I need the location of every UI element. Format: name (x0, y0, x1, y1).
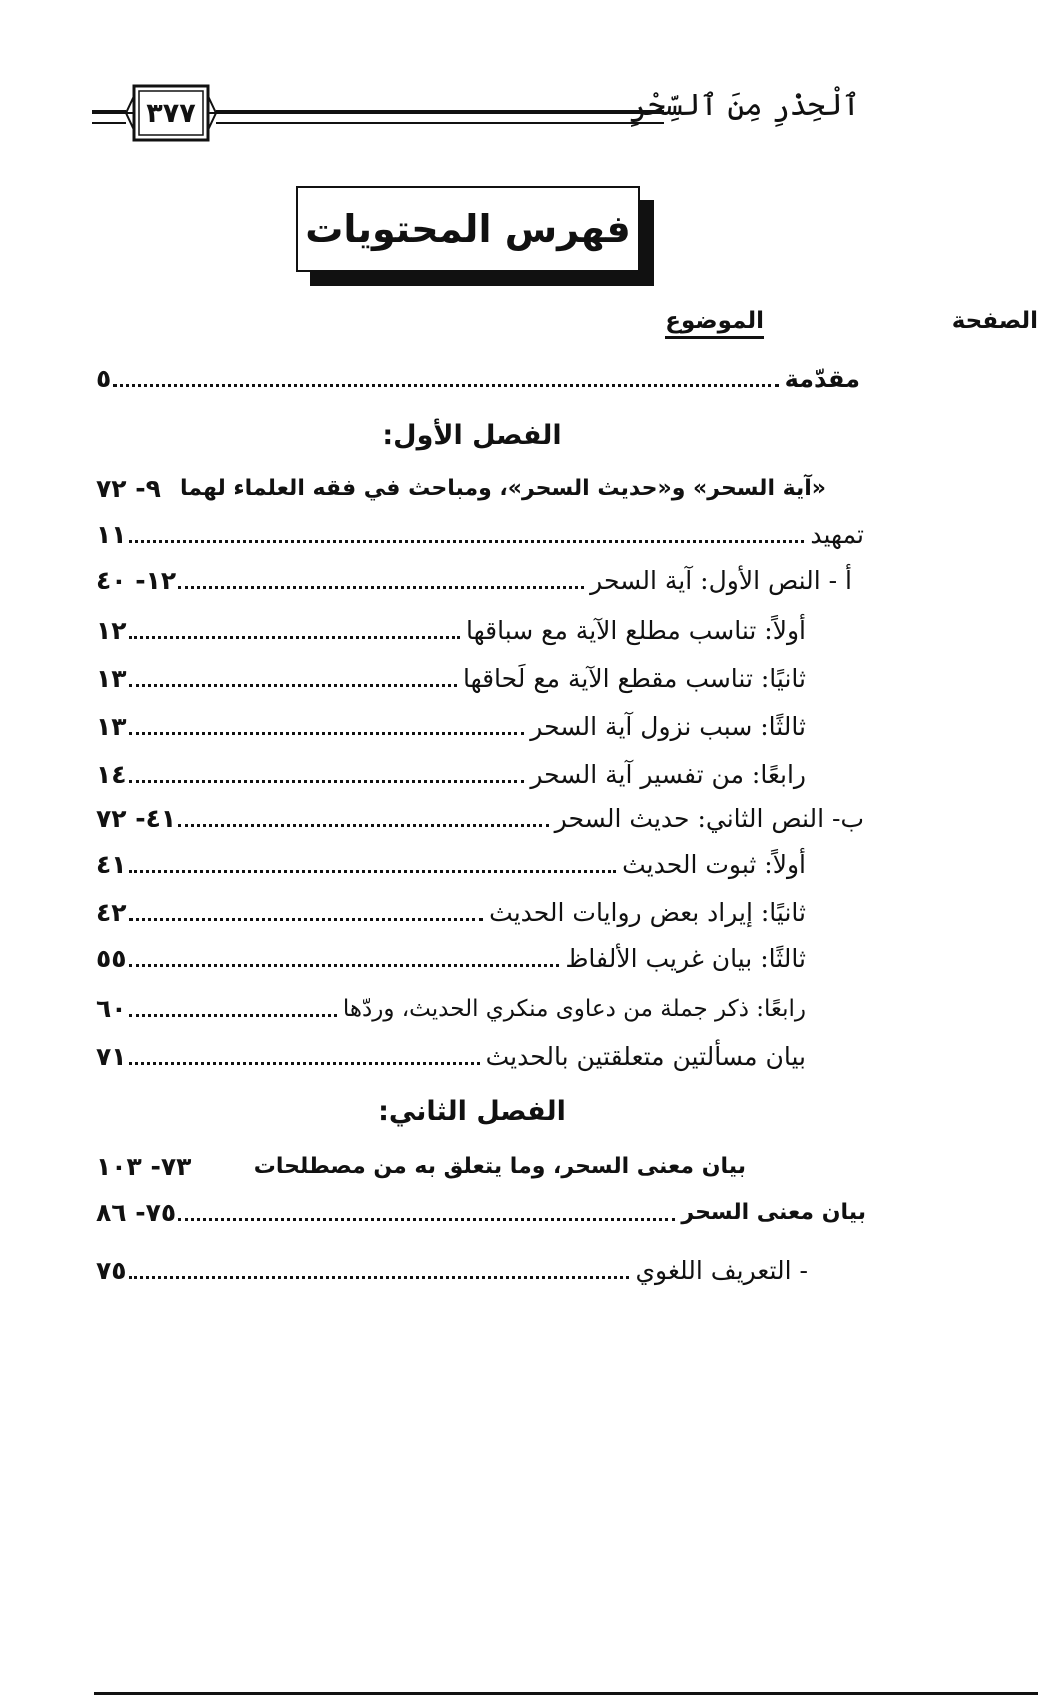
toc-row-n2-e[interactable] (96, 1034, 806, 1074)
toc-row-n2-c[interactable] (96, 936, 806, 976)
toc-label: ب- النص الثاني: حديث السحر (554, 804, 864, 833)
column-head-topic: الموضوع (665, 308, 764, 339)
leader-dots (113, 384, 778, 387)
toc-row-ch1-subtitle[interactable] (96, 466, 826, 506)
toc-page: ١٢ (96, 616, 127, 645)
chapter-1-heading: الفصل الأول: (382, 420, 562, 451)
toc-label: بيان معنى السحر (681, 1200, 866, 1225)
toc-row-ch2-subtitle[interactable] (96, 1144, 746, 1184)
leader-dots (178, 1218, 675, 1221)
toc-page: ١١ (96, 520, 127, 549)
toc-label: ثانيًا: إيراد بعض روايات الحديث (489, 898, 806, 927)
toc-row-nass1[interactable] (96, 558, 852, 598)
toc-label: بيان معنى السحر، وما يتعلق به من مصطلحات (253, 1154, 746, 1179)
toc-page: ٤١ (96, 850, 127, 879)
page-number-badge (124, 84, 218, 142)
leader-dots (129, 732, 525, 735)
leader-dots (129, 964, 560, 967)
toc-page: ٦٠ (96, 994, 127, 1023)
leader-dots (178, 586, 584, 589)
toc-label: مقدّمة (784, 365, 860, 393)
leader-dots (129, 684, 457, 687)
chapter-2-heading: الفصل الثاني: (378, 1096, 566, 1127)
toc-row-n1-d[interactable] (96, 752, 806, 792)
leader-dots (129, 780, 525, 783)
page-title: فهرس المحتويات (296, 186, 640, 272)
toc-page: ٤٢ (96, 898, 127, 927)
column-head-page: الصفحة (94, 308, 1038, 1695)
toc-row-n1-b[interactable] (96, 656, 806, 696)
page-number: ٣٧٧ (146, 97, 196, 129)
toc-label: أولاً: ثبوت الحديث (622, 850, 806, 879)
toc-row-n2-a[interactable] (96, 842, 806, 882)
leader-dots (129, 636, 460, 639)
toc-label: أولاً: تناسب مطلع الآية مع سباقها (466, 616, 806, 645)
toc-row-n1-a[interactable] (96, 608, 806, 648)
toc-label: ثالثًا: سبب نزول آية السحر (530, 712, 806, 741)
toc-page: ١٤ (96, 760, 127, 789)
leader-dots (129, 1062, 480, 1065)
toc-row-n2-b[interactable] (96, 890, 806, 930)
toc-page: ١٢- ٤٠ (96, 566, 177, 595)
leader-dots (129, 1276, 630, 1279)
running-title: ٱلْحِذْرِ مِنَ ٱلسِّحْرِ (629, 88, 860, 123)
header-rule-right (216, 110, 664, 124)
toc-label: ثانيًا: تناسب مقطع الآية مع لَحاقها (462, 664, 806, 693)
toc-row-lughawi[interactable] (96, 1248, 808, 1288)
toc-page: ٧٥ (96, 1256, 127, 1285)
toc-row-tamheed[interactable] (96, 512, 864, 552)
toc-label: ثالثًا: بيان غريب الألفاظ (565, 944, 806, 973)
leader-dots (129, 540, 805, 543)
leader-dots (129, 918, 484, 921)
toc-row-nass2[interactable] (96, 796, 864, 836)
toc-page: ٧١ (96, 1042, 127, 1071)
toc-label: رابعًا: من تفسير آية السحر (530, 760, 806, 789)
toc-page: ٧٥- ٨٦ (96, 1198, 177, 1227)
toc-page: ٥٥ (96, 944, 127, 973)
toc-page: ٥ (96, 364, 112, 393)
leader-dots (178, 824, 549, 827)
toc-page: ١٣ (96, 664, 127, 693)
toc-label: أ - النص الأول: آية السحر (590, 566, 852, 595)
toc-page: ٩- ٧٢ (96, 474, 161, 503)
toc-row-intro[interactable] (96, 356, 860, 396)
toc-label: بيان مسألتين متعلقتين بالحديث (485, 1042, 806, 1071)
toc-page: ٧٣- ١٠٣ (96, 1152, 192, 1181)
header-rule-left (92, 110, 126, 124)
toc-row-meaning[interactable] (96, 1190, 866, 1230)
toc-label: «آية السحر» و«حديث السحر»، ومباحث في فقه العلماء لهما (179, 476, 826, 501)
toc-page: ٤١- ٧٢ (96, 804, 177, 833)
leader-dots (129, 870, 617, 873)
toc-page: ١٣ (96, 712, 127, 741)
leader-dots (129, 1014, 337, 1017)
toc-row-n2-d[interactable] (96, 986, 806, 1026)
toc-row-n1-c[interactable] (96, 704, 806, 744)
toc-label: رابعًا: ذكر جملة من دعاوى منكري الحديث، وردّها (342, 996, 806, 1022)
toc-label: تمهيد (810, 520, 864, 549)
toc-label: - التعريف اللغوي (635, 1256, 808, 1285)
